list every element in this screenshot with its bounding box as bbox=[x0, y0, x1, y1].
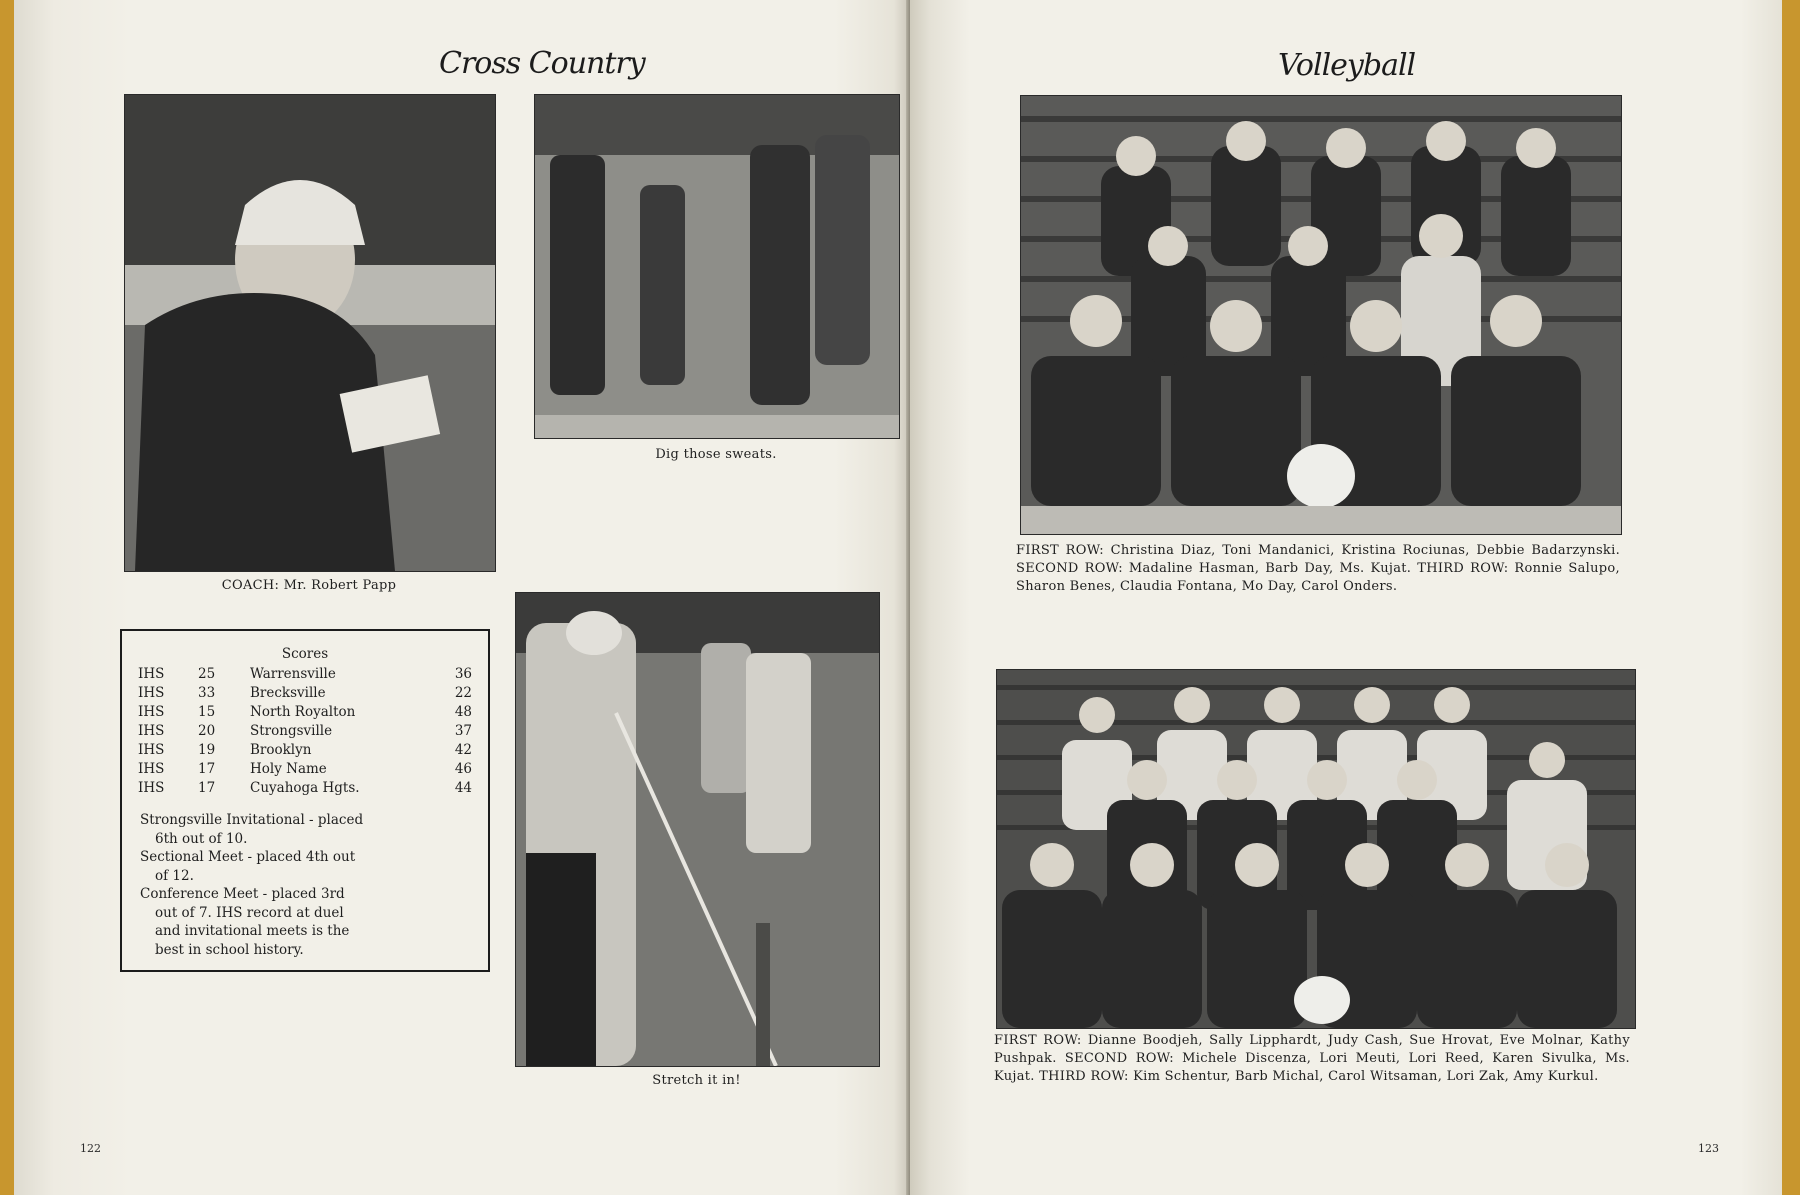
stretch-photo bbox=[515, 592, 880, 1067]
score-row bbox=[122, 685, 488, 704]
score-opponent: Warrensville bbox=[250, 666, 336, 682]
score-row bbox=[122, 723, 488, 742]
score-opponent-points: 37 bbox=[454, 723, 472, 739]
score-ihs: 17 bbox=[198, 761, 216, 777]
page-number-left: 122 bbox=[80, 1142, 101, 1155]
season-note: Sectional Meet - placed 4th out of 12. bbox=[140, 849, 356, 884]
score-opponent: Brooklyn bbox=[250, 742, 312, 758]
right-page bbox=[910, 0, 1782, 1195]
left-page bbox=[14, 0, 910, 1195]
page-number-right: 123 bbox=[1698, 1142, 1719, 1155]
season-note: Strongsville Invitational - placed 6th out of 10. bbox=[140, 812, 364, 847]
score-opponent-points: 42 bbox=[454, 742, 472, 758]
score-row bbox=[122, 780, 488, 799]
score-team: IHS bbox=[138, 761, 165, 777]
season-note: Conference Meet - placed 3rd out of 7. IHS record at duel and invitational meets is the best in school history. bbox=[140, 886, 350, 958]
score-row bbox=[122, 666, 488, 685]
score-opponent-points: 46 bbox=[454, 761, 472, 777]
score-row bbox=[122, 704, 488, 723]
score-ihs: 17 bbox=[198, 780, 216, 796]
score-row bbox=[122, 742, 488, 761]
score-team: IHS bbox=[138, 704, 165, 720]
score-opponent: Strongsville bbox=[250, 723, 333, 739]
score-opponent: Cuyahoga Hgts. bbox=[250, 780, 360, 796]
volleyball-caption-2: FIRST ROW: Dianne Boodjeh, Sally Lipphardt, Judy Cash, Sue Hrovat, Eve Molnar, Kathy Pushpak. SECOND ROW: Michele Discenza, Lori Meuti, Lori Reed, Karen Sivulka, Ms. Kujat. THIRD ROW: Kim Schentur, Barb Michal, Carol Witsaman, Lori Zak, Amy Kurkul. bbox=[994, 1033, 1630, 1084]
score-team: IHS bbox=[138, 723, 165, 739]
score-ihs: 19 bbox=[198, 742, 216, 758]
season-notes bbox=[140, 811, 370, 959]
score-opponent-points: 44 bbox=[454, 780, 472, 796]
score-ihs: 20 bbox=[198, 723, 216, 739]
score-team: IHS bbox=[138, 742, 165, 758]
score-opponent: Brecksville bbox=[250, 685, 326, 701]
volleyball-caption-1: FIRST ROW: Christina Diaz, Toni Mandanici, Kristina Rociunas, Debbie Badarzynski. SECOND ROW: Madaline Hasman, Barb Day, Ms. Kujat. THIRD ROW: Ronnie Salupo, Sharon Benes, Claudia Fontana, Mo Day, Carol Onders. bbox=[1016, 543, 1620, 594]
sweats-caption: Dig those sweats. bbox=[655, 447, 777, 462]
score-opponent-points: 48 bbox=[454, 704, 472, 720]
score-ihs: 25 bbox=[198, 666, 216, 682]
stretch-caption: Stretch it in! bbox=[652, 1073, 741, 1088]
score-opponent-points: 36 bbox=[454, 666, 472, 682]
volleyball-team-photo-2 bbox=[996, 669, 1636, 1029]
score-opponent: North Royalton bbox=[250, 704, 356, 720]
coach-caption: COACH: Mr. Robert Papp bbox=[221, 578, 397, 593]
scores-heading: Scores bbox=[281, 646, 329, 662]
score-ihs: 15 bbox=[198, 704, 216, 720]
score-row bbox=[122, 761, 488, 780]
score-team: IHS bbox=[138, 780, 165, 796]
coach-photo bbox=[124, 94, 496, 572]
score-team: IHS bbox=[138, 666, 165, 682]
cross-country-title: Cross Country bbox=[439, 46, 645, 81]
score-opponent: Holy Name bbox=[250, 761, 327, 777]
scores-box bbox=[120, 629, 490, 972]
volleyball-title: Volleyball bbox=[1278, 48, 1416, 83]
volleyball-team-photo-1 bbox=[1020, 95, 1622, 535]
sweats-photo bbox=[534, 94, 900, 439]
score-team: IHS bbox=[138, 685, 165, 701]
score-ihs: 33 bbox=[198, 685, 216, 701]
score-opponent-points: 22 bbox=[454, 685, 472, 701]
